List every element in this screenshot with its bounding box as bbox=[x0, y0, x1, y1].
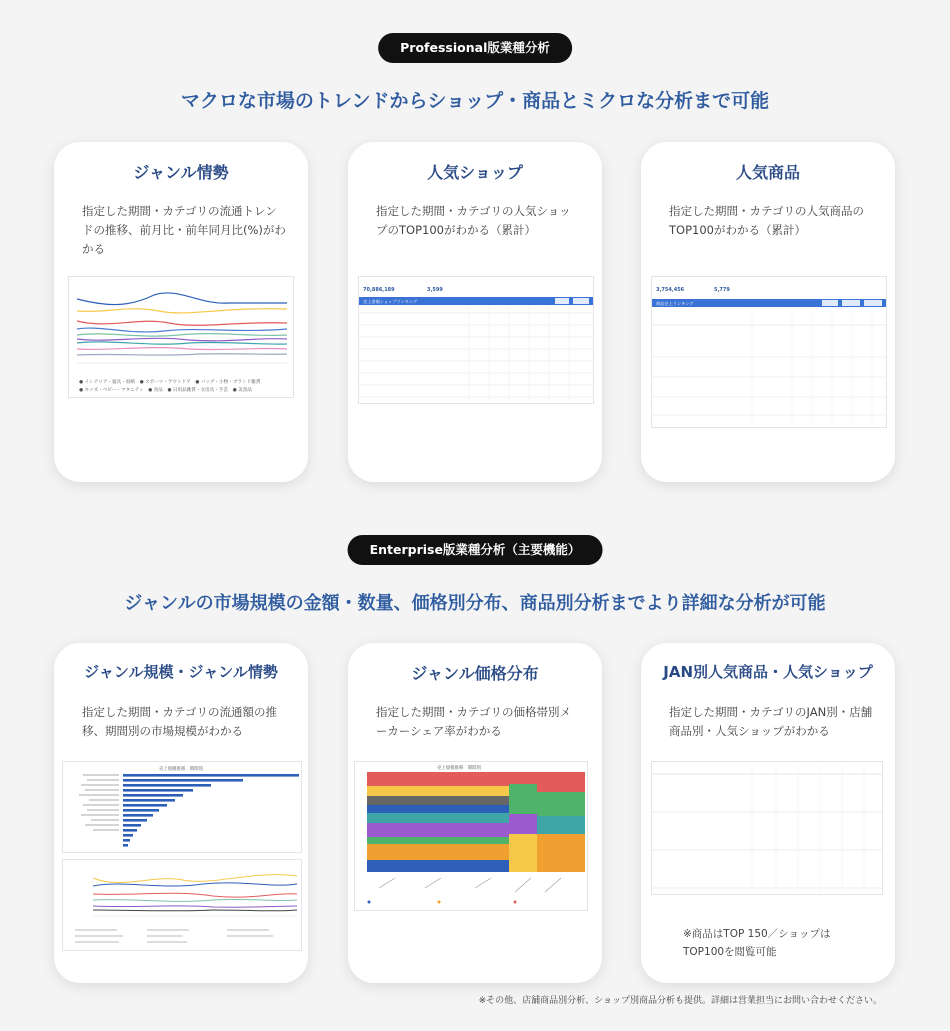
hbar-title: 売上規模推移 期間別 bbox=[159, 767, 203, 772]
price-distribution-thumbnail bbox=[354, 761, 588, 911]
card-popular-shops bbox=[348, 142, 602, 482]
card-description: 指定した期間・カテゴリのJAN別・店舗商品別・人気ショップがわかる bbox=[669, 705, 873, 738]
jan-table-thumbnail bbox=[651, 761, 883, 895]
professional-headline: マクロな市場のトレンドからショップ・商品とミクロな分析まで可能 bbox=[180, 90, 770, 112]
card-description: 指定した期間・カテゴリの人気ショップのTOP100がわかる（累計） bbox=[376, 204, 571, 237]
note-line-2: TOP100を閲覧可能 bbox=[683, 946, 777, 958]
card-jan-popular bbox=[641, 643, 895, 983]
trend-lines-graphic-2 bbox=[63, 860, 301, 950]
card-title: 人気ショップ bbox=[427, 163, 523, 182]
enterprise-headline: ジャンルの市場規模の金額・数量、価格別分布、商品別分析までより詳細な分析が可能 bbox=[124, 593, 826, 614]
enterprise-badge: Enterprise版業種分析（主要機能） bbox=[348, 535, 603, 565]
horizontal-bars-graphic bbox=[63, 762, 301, 852]
card-description: 指定した期間・カテゴリの流通トレンドの推移、前月比・前年同月比(%)がわかる bbox=[82, 204, 286, 256]
card-title: ジャンル情勢 bbox=[133, 163, 229, 182]
shop-ranking-thumbnail bbox=[358, 276, 594, 404]
card-title: ジャンル価格分布 bbox=[411, 664, 539, 683]
item-total-value: 3,754,456 bbox=[656, 287, 685, 293]
card-title: ジャンル規模・ジャンル情勢 bbox=[84, 663, 278, 681]
shop-total-value: 70,886,189 bbox=[363, 287, 395, 293]
availability-note bbox=[683, 925, 830, 961]
trend-chart-thumbnail bbox=[68, 276, 294, 398]
trend-lines-thumbnail bbox=[62, 859, 302, 951]
item-count-value: 5,779 bbox=[714, 287, 730, 293]
card-title: 人気商品 bbox=[735, 163, 800, 182]
shop-ranking-bar-label: 売上金額ショップランキング bbox=[363, 299, 418, 304]
trend-lines-graphic bbox=[69, 277, 293, 397]
price-chart-title: 売上規模推移 期間別 bbox=[437, 766, 481, 771]
jan-table-graphic bbox=[652, 762, 882, 894]
card-description: 指定した期間・カテゴリの流通額の推移、期間別の市場規模がわかる bbox=[82, 705, 278, 738]
card-price-distribution bbox=[348, 643, 602, 983]
trend-legend-row-1: ● インテリア・寝具・収納 ● スポーツ・アウトドア ● バッグ・小物・ブランド雑貨 bbox=[79, 380, 261, 385]
item-ranking-bar-label: 商品売上ランキング bbox=[656, 301, 694, 306]
stacked-bars-graphic bbox=[355, 762, 587, 910]
horizontal-bar-thumbnail bbox=[62, 761, 302, 853]
footnote: ※その他、店舗商品別分析、ショップ別商品分析も提供。詳細は営業担当にお問い合わせください。 bbox=[478, 996, 882, 1006]
shop-count-value: 3,599 bbox=[427, 287, 443, 293]
card-description: 指定した期間・カテゴリの人気商品のTOP100がわかる（累計） bbox=[669, 204, 865, 237]
item-ranking-thumbnail bbox=[651, 276, 887, 428]
professional-badge: Professional版業種分析 bbox=[378, 33, 572, 63]
card-description: 指定した期間・カテゴリの価格帯別メーカーシェア率がわかる bbox=[376, 705, 572, 738]
shop-table-graphic bbox=[359, 277, 593, 403]
item-table-graphic bbox=[652, 277, 886, 427]
card-genre-scale bbox=[54, 643, 308, 983]
trend-legend-row-2: ● キッズ・ベビー・マタニティ ● 食品 ● 日用品雑貨・文房具・手芸 ● 美容品 bbox=[79, 388, 252, 393]
card-genre-trend bbox=[54, 142, 308, 482]
card-title: JAN別人気商品・人気ショップ bbox=[663, 663, 873, 681]
card-popular-items bbox=[641, 142, 895, 482]
note-line-1: ※商品はTOP 150／ショップは bbox=[683, 928, 831, 940]
